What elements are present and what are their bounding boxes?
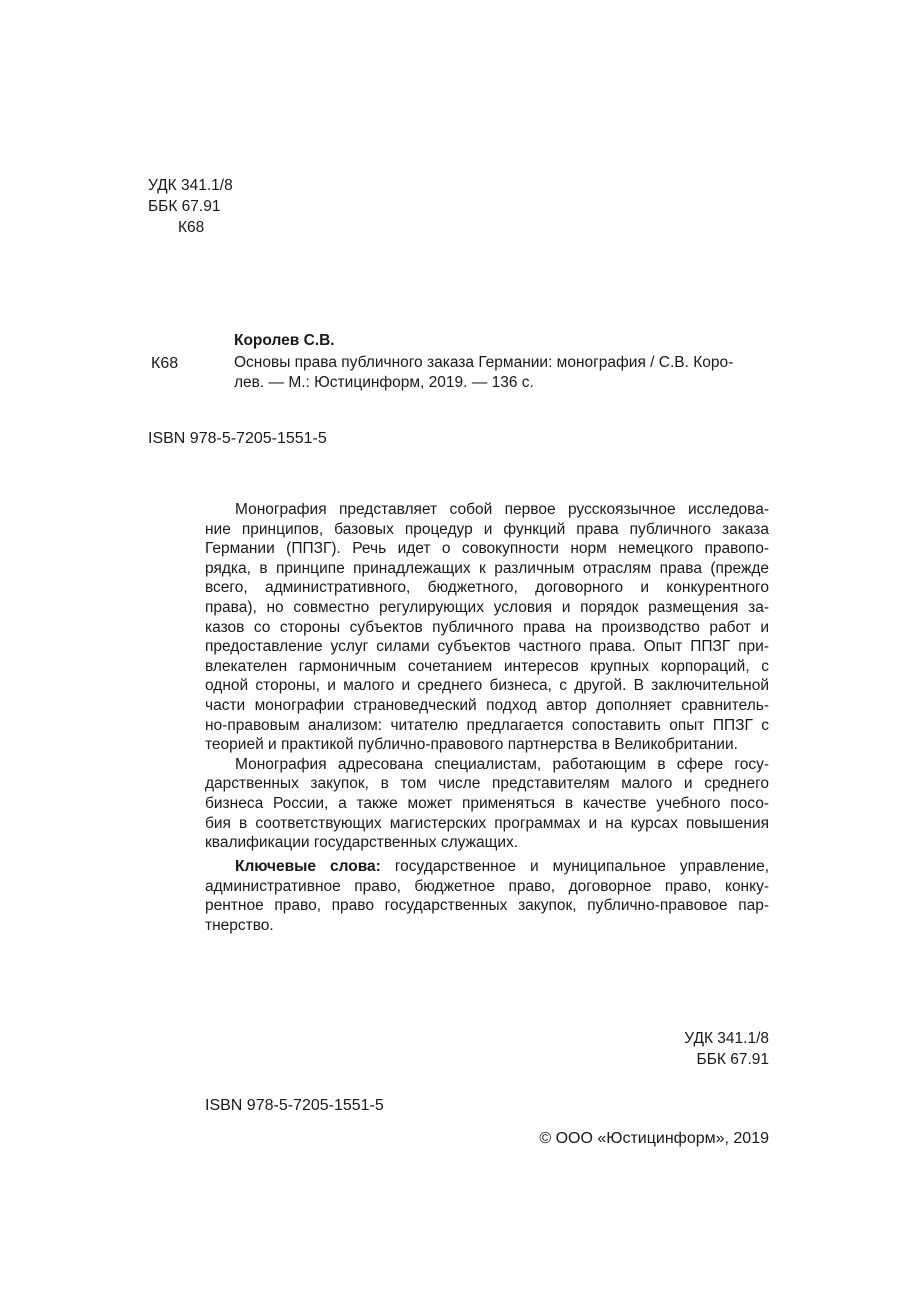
udc-code: УДК 341.1/8 [148,177,233,194]
bbk-code: ББК 67.91 [148,198,221,215]
abstract-paragraph-2 [205,755,769,853]
text-line: казов со стороны субъектов публичного права на производство работ и [205,618,769,636]
text-line: теорией и практикой публично-правового партнерства в Великобритании. [205,736,738,754]
keywords-paragraph [205,857,769,935]
text-line: тнерство. [205,916,274,934]
isbn-bottom: ISBN 978-5-7205-1551-5 [205,1097,384,1114]
text-line: Монография адресована специалистам, работающим в сфере госу- [235,755,769,773]
text-line: Германии (ППЗГ). Речь идет о совокупности норм немецкого правопо- [205,540,769,558]
bbk-code-bottom: ББК 67.91 [696,1051,769,1068]
text-line: квалификации государственных служащих. [205,834,519,852]
text-line: рентное право, право государственных закупок, публично-правовое пар- [205,897,769,915]
text-line: предоставление услуг силами субъектов частного права. Опыт ППЗГ при- [205,638,769,656]
keywords-first-text: государственное и муниципальное управление, [380,858,769,875]
text-line: бизнеса России, а также может применяться в качестве учебного посо- [205,794,769,812]
classification-bottom [684,1028,769,1070]
text-line: рядка, в принципе принадлежащих к различным отраслям права (прежде [205,559,769,577]
book-description [234,353,769,393]
classification-block [148,175,233,238]
text-line: одной стороны, и малого и среднего бизнеса, с другой. В заключительной [205,677,769,695]
text-line: но-правовым анализом: читателю предлагается сопоставить опыт ППЗГ с [205,716,769,734]
text-line: права), но совместно регулирующих условия и порядок размещения за- [205,598,769,616]
text-line: дарственных закупок, в том числе представителям малого и среднего [205,775,769,793]
description-line-2: лев. — М.: Юстицинформ, 2019. — 136 с. [234,374,534,391]
text-line: бия в соответствующих магистерских программах и на курсах повышения [205,814,769,832]
abstract-paragraph-1 [205,500,769,755]
keywords [205,857,769,935]
keywords-first-line [205,857,769,877]
author-name: Королев С.В. [234,332,335,349]
text-line: части монографии страноведческий подход автор дополняет сравнитель- [205,696,769,714]
author-sign: К68 [178,219,205,236]
text-line: административное право, бюджетное право, договорное право, конку- [205,877,769,895]
text-line: Монография представляет собой первое русскоязычное исследова- [235,501,769,518]
author-sign-record: К68 [151,355,179,372]
udc-code-bottom: УДК 341.1/8 [684,1030,769,1047]
text-line: влекателен гармоничным сочетанием интересов крупных корпораций, с [205,657,769,675]
text-line: ние принципов, базовых процедур и функций права публичного заказа [205,520,769,538]
text-line: всего, административного, бюджетного, договорного и конкурентного [205,579,769,597]
keywords-label: Ключевые слова: [235,858,381,875]
description-line-1: Основы права публичного заказа Германии: монография / С.В. Коро- [234,354,734,371]
isbn-top: ISBN 978-5-7205-1551-5 [148,430,327,447]
abstract [205,500,769,853]
copyright: © ООО «Юстицинформ», 2019 [539,1130,769,1147]
